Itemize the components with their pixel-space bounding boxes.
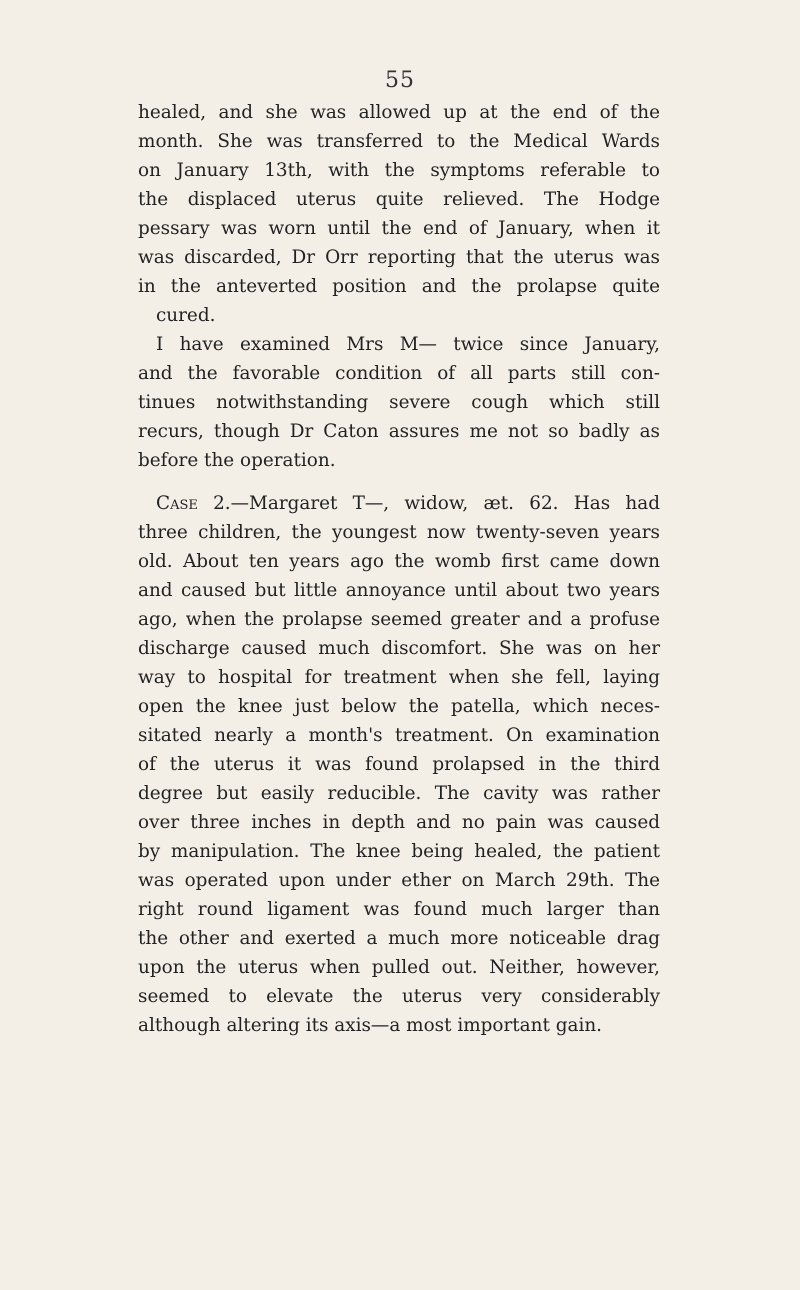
text-line: upon the uterus when pulled out. Neither, however,: [138, 957, 660, 978]
text-line: in the anteverted position and the prolapse quite: [138, 276, 660, 297]
paragraph-gap: [138, 475, 660, 489]
text-line: way to hospital for treatment when she fell, laying: [138, 667, 660, 688]
text-line: discharge caused much discomfort. She was on her: [138, 638, 660, 659]
text-line: was discarded, Dr Orr reporting that the uterus was: [138, 247, 660, 268]
paragraph-continuation: [138, 98, 660, 330]
text-line: was operated upon under ether on March 29th. The: [138, 870, 660, 891]
text-line: over three inches in depth and no pain was caused: [138, 812, 660, 833]
text-line: degree but easily reducible. The cavity was rather: [138, 783, 660, 804]
text-line: [138, 489, 660, 518]
text-line: before the operation.: [138, 450, 336, 471]
text-line: open the knee just below the patella, which neces-: [138, 696, 660, 717]
text-line: old. About ten years ago the womb first came down: [138, 551, 660, 572]
text-line: three children, the youngest now twenty-seven years: [138, 522, 660, 543]
page-number: 55: [385, 68, 415, 93]
text-line: healed, and she was allowed up at the end of the: [138, 102, 660, 123]
case-label: Case 2.: [156, 493, 231, 514]
case-text: —Margaret T—, widow, æt. 62. Has had: [230, 493, 660, 514]
text-line: although altering its axis—a most important gain.: [138, 1015, 603, 1036]
text-line: month. She was transferred to the Medical Wards: [138, 131, 660, 152]
text-line: sitated nearly a month's treatment. On examination: [138, 725, 660, 746]
text-line: seemed to elevate the uterus very considerably: [138, 986, 660, 1007]
text-line: right round ligament was found much larger than: [138, 899, 660, 920]
text-line: tinues notwithstanding severe cough which still: [138, 392, 660, 413]
text-line: by manipulation. The knee being healed, the patient: [138, 841, 660, 862]
text-line: on January 13th, with the symptoms referable to: [138, 160, 660, 181]
text-line: cured.: [156, 305, 216, 326]
text-line: the other and exerted a much more noticeable drag: [138, 928, 660, 949]
paragraph-examination: [138, 330, 660, 475]
paragraph-case-2: [138, 489, 660, 1040]
text-line: the displaced uterus quite relieved. The Hodge: [138, 189, 660, 210]
text-line: and the favorable condition of all parts still con-: [138, 363, 660, 384]
text-line: I have examined Mrs M— twice since January,: [156, 334, 660, 355]
text-line: ago, when the prolapse seemed greater and a profuse: [138, 609, 660, 630]
text-line: and caused but little annoyance until about two years: [138, 580, 660, 601]
text-line: of the uterus it was found prolapsed in the third: [138, 754, 660, 775]
body-text: [138, 98, 660, 1040]
text-line: recurs, though Dr Caton assures me not so badly as: [138, 421, 660, 442]
text-line: pessary was worn until the end of January, when it: [138, 218, 660, 239]
